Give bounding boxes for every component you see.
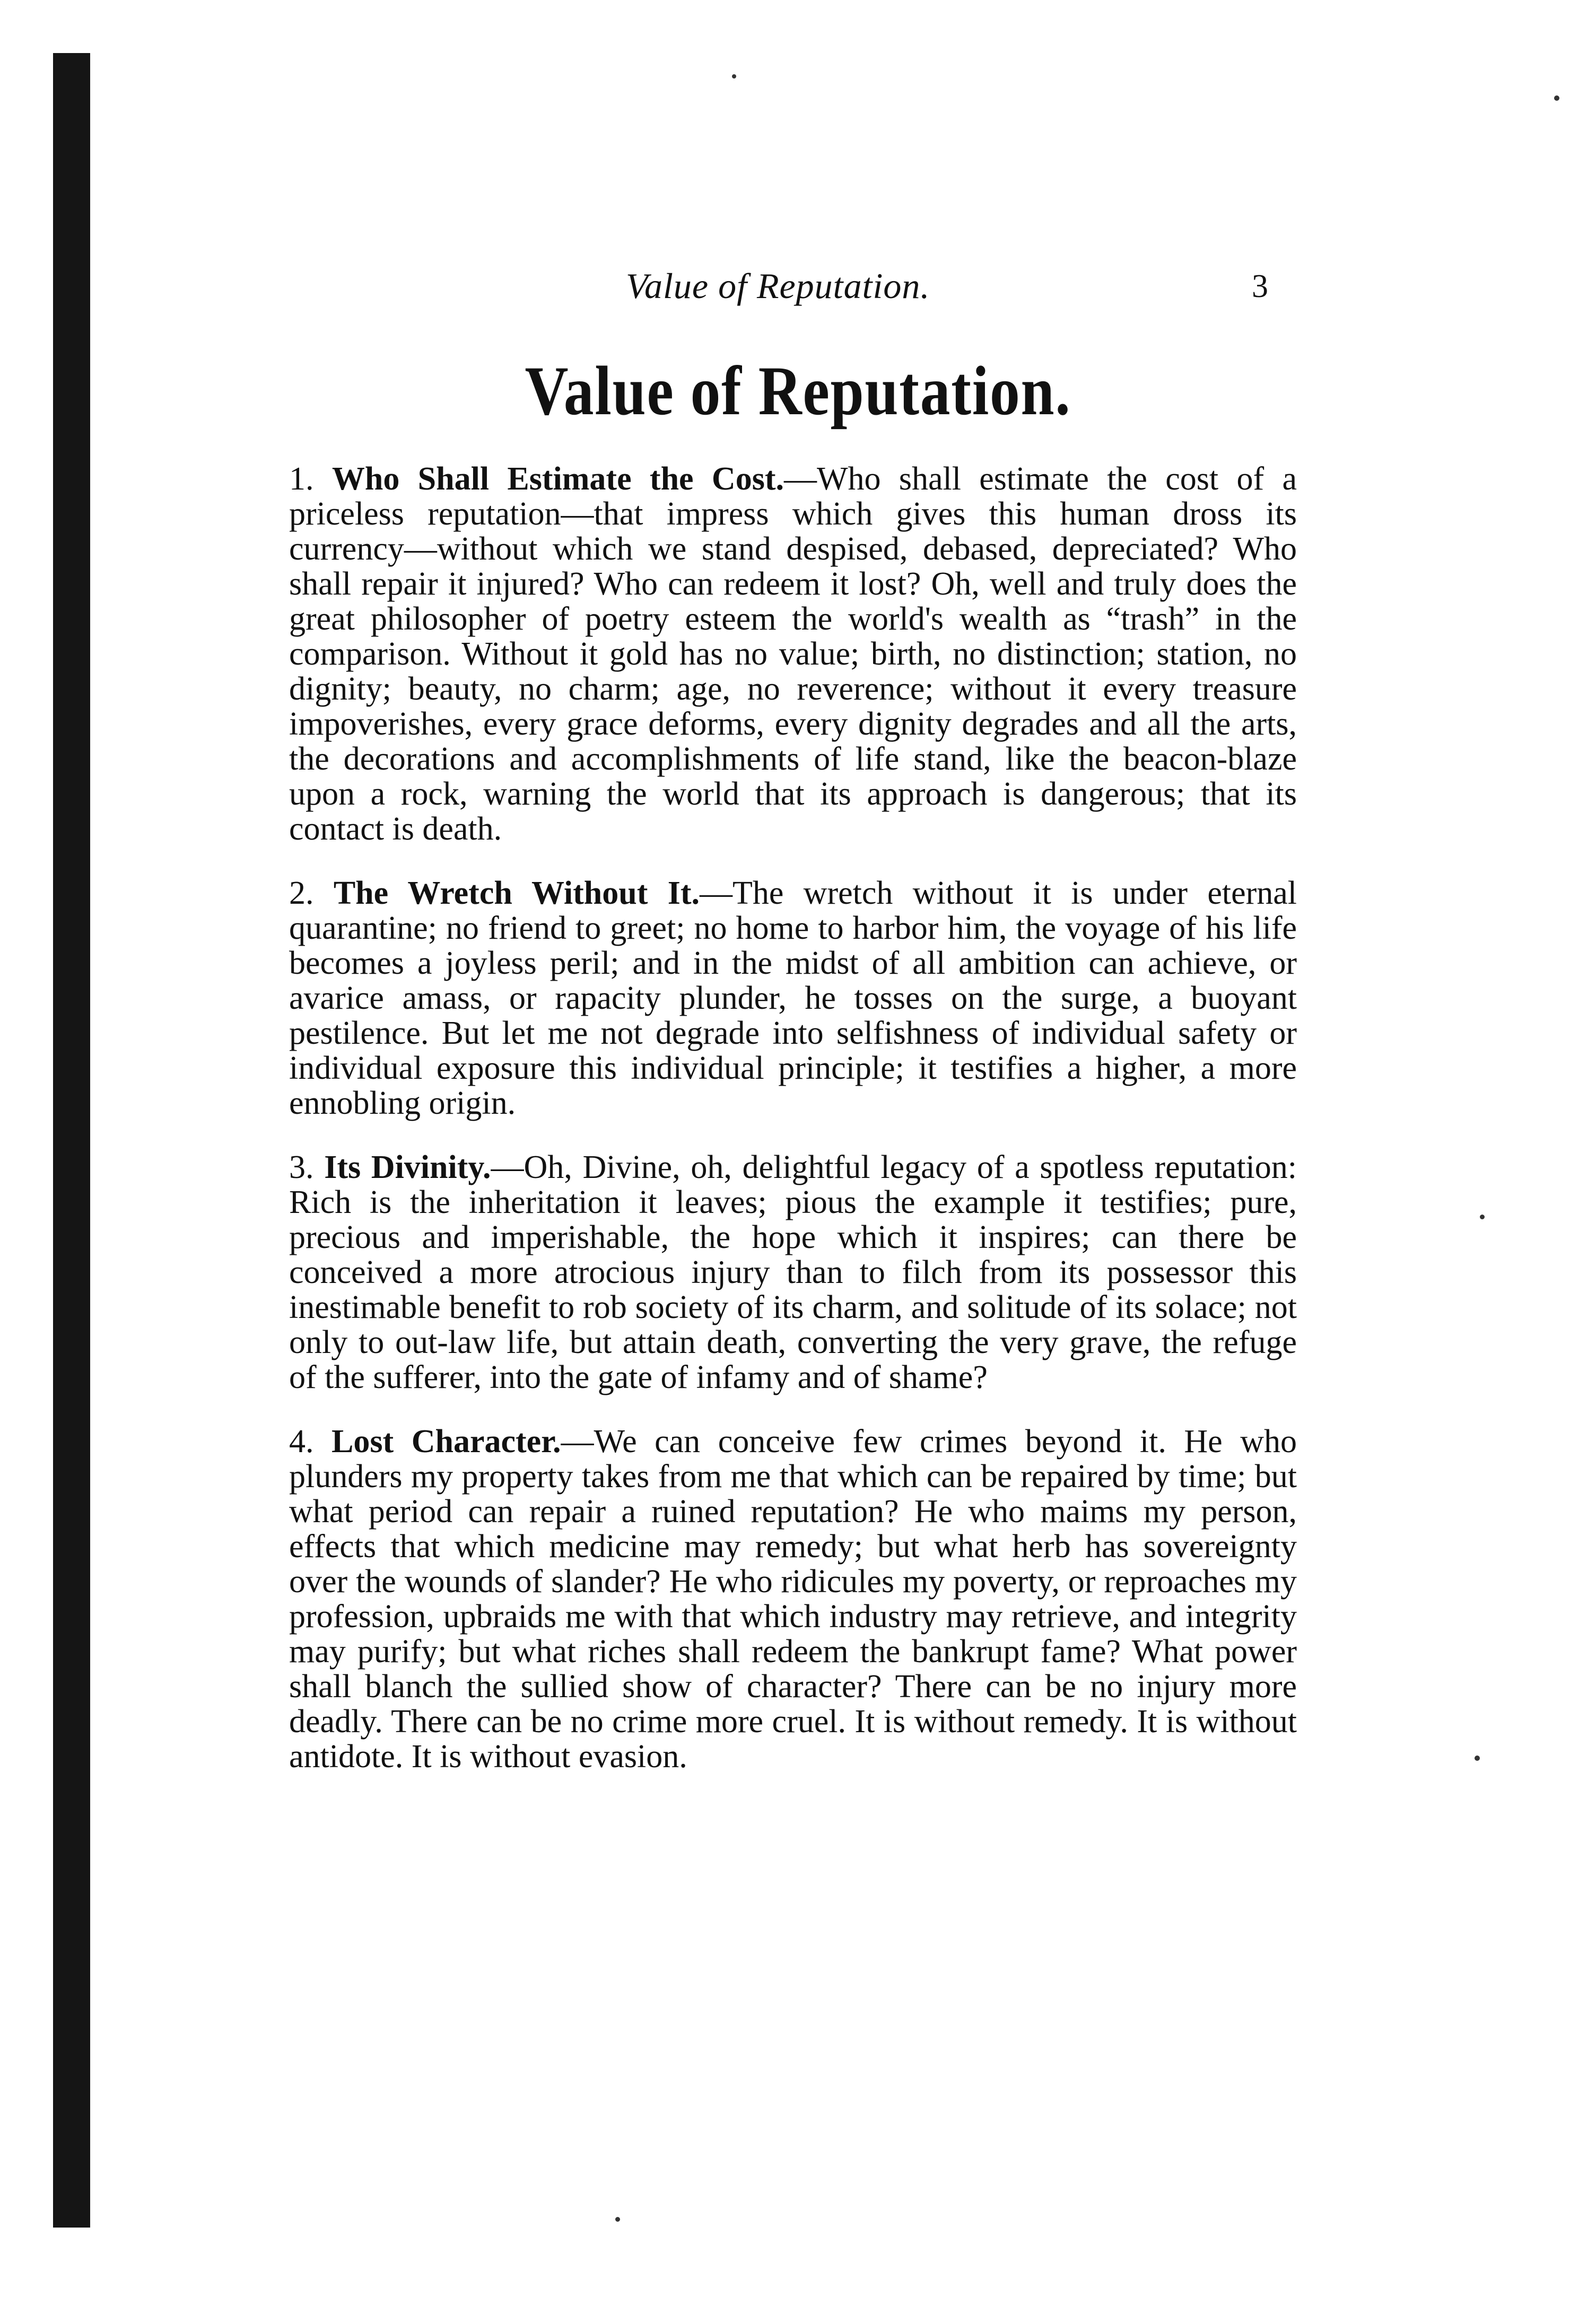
body-text	[289, 461, 1297, 1803]
paragraph-number: 1.	[289, 461, 314, 497]
paragraph-1	[289, 461, 1297, 846]
paragraph-heading: Lost Character.	[332, 1424, 561, 1460]
scan-speck	[1480, 1215, 1485, 1219]
paragraph-4	[289, 1424, 1297, 1774]
page-binding-edge	[53, 53, 90, 2228]
scan-speck	[1554, 95, 1559, 101]
scan-speck	[615, 2217, 620, 2222]
page-title: Value of Reputation.	[525, 352, 1071, 430]
paragraph-heading: The Wretch Without It.	[333, 875, 700, 911]
paragraph-text: —We can conceive few crimes beyond it. He who plunders my property takes from me that which can be repaired by time; but what period can repair a ruined reputation? He who maims my person, effects that which medicine may remedy; but what herb has sovereignty over the wounds of slander? He who ridicules my poverty, or reproaches my profession, upbraids me with that which industry may retrieve, and integrity may purify; but what riches shall redeem the bankrupt fame? What power shall blanch the sullied show of character? There can be no injury more deadly. There can be no crime more cruel. It is without remedy. It is without antidote. It is without evasion.	[289, 1424, 1297, 1775]
paragraph-heading: Who Shall Estimate the Cost.	[332, 461, 784, 497]
scan-speck	[732, 74, 736, 78]
paragraph-number: 2.	[289, 875, 314, 911]
page-number: 3	[1252, 268, 1268, 304]
paragraph-2	[289, 876, 1297, 1121]
paragraph-number: 4.	[289, 1424, 314, 1460]
running-head: Value of Reputation.	[626, 266, 930, 306]
paragraph-number: 3.	[289, 1149, 314, 1185]
paragraph-text: —Oh, Divine, oh, delightful legacy of a spotless reputation: Rich is the inheritation it leaves; pious the example it testifies; pure, precious and imperishable, the hope which it inspires; can there be conceived a more atrocious injury than to filch from its possessor this inestimable benefit to rob society of its charm, and solitude of its solace; not only to out-law life, but attain death, converting the very grave, the refuge of the sufferer, into the gate of infamy and of shame?	[289, 1149, 1297, 1395]
paragraph-text: —Who shall estimate the cost of a priceless reputation—that impress which gives this human dross its currency—without which we stand despised, debased, depreciated? Who shall repair it injured? Who can redeem it lost? Oh, well and truly does the great philosopher of poetry esteem the world's wealth as “trash” in the comparison. Without it gold has no value; birth, no distinction; station, no dignity; beauty, no charm; age, no reverence; without it every treasure impoverishes, every grace deforms, every dignity degrades and all the arts, the decorations and accomplishments of life stand, like the beacon-blaze upon a rock, warning the world that its approach is dangerous; that its contact is death.	[289, 461, 1297, 847]
paragraph-text: —The wretch without it is under eternal quarantine; no friend to greet; no home to harbor him, the voyage of his life becomes a joyless peril; and in the midst of all ambition can achieve, or avarice amass, or rapacity plunder, he tosses on the surge, a buoyant pestilence. But let me not degrade into selfishness of individual safety or individual exposure this individual principle; it testifies a higher, a more ennobling origin.	[289, 875, 1297, 1121]
scan-speck	[1475, 1756, 1480, 1761]
paragraph-heading: Its Divinity.	[324, 1149, 491, 1185]
paragraph-3	[289, 1150, 1297, 1395]
